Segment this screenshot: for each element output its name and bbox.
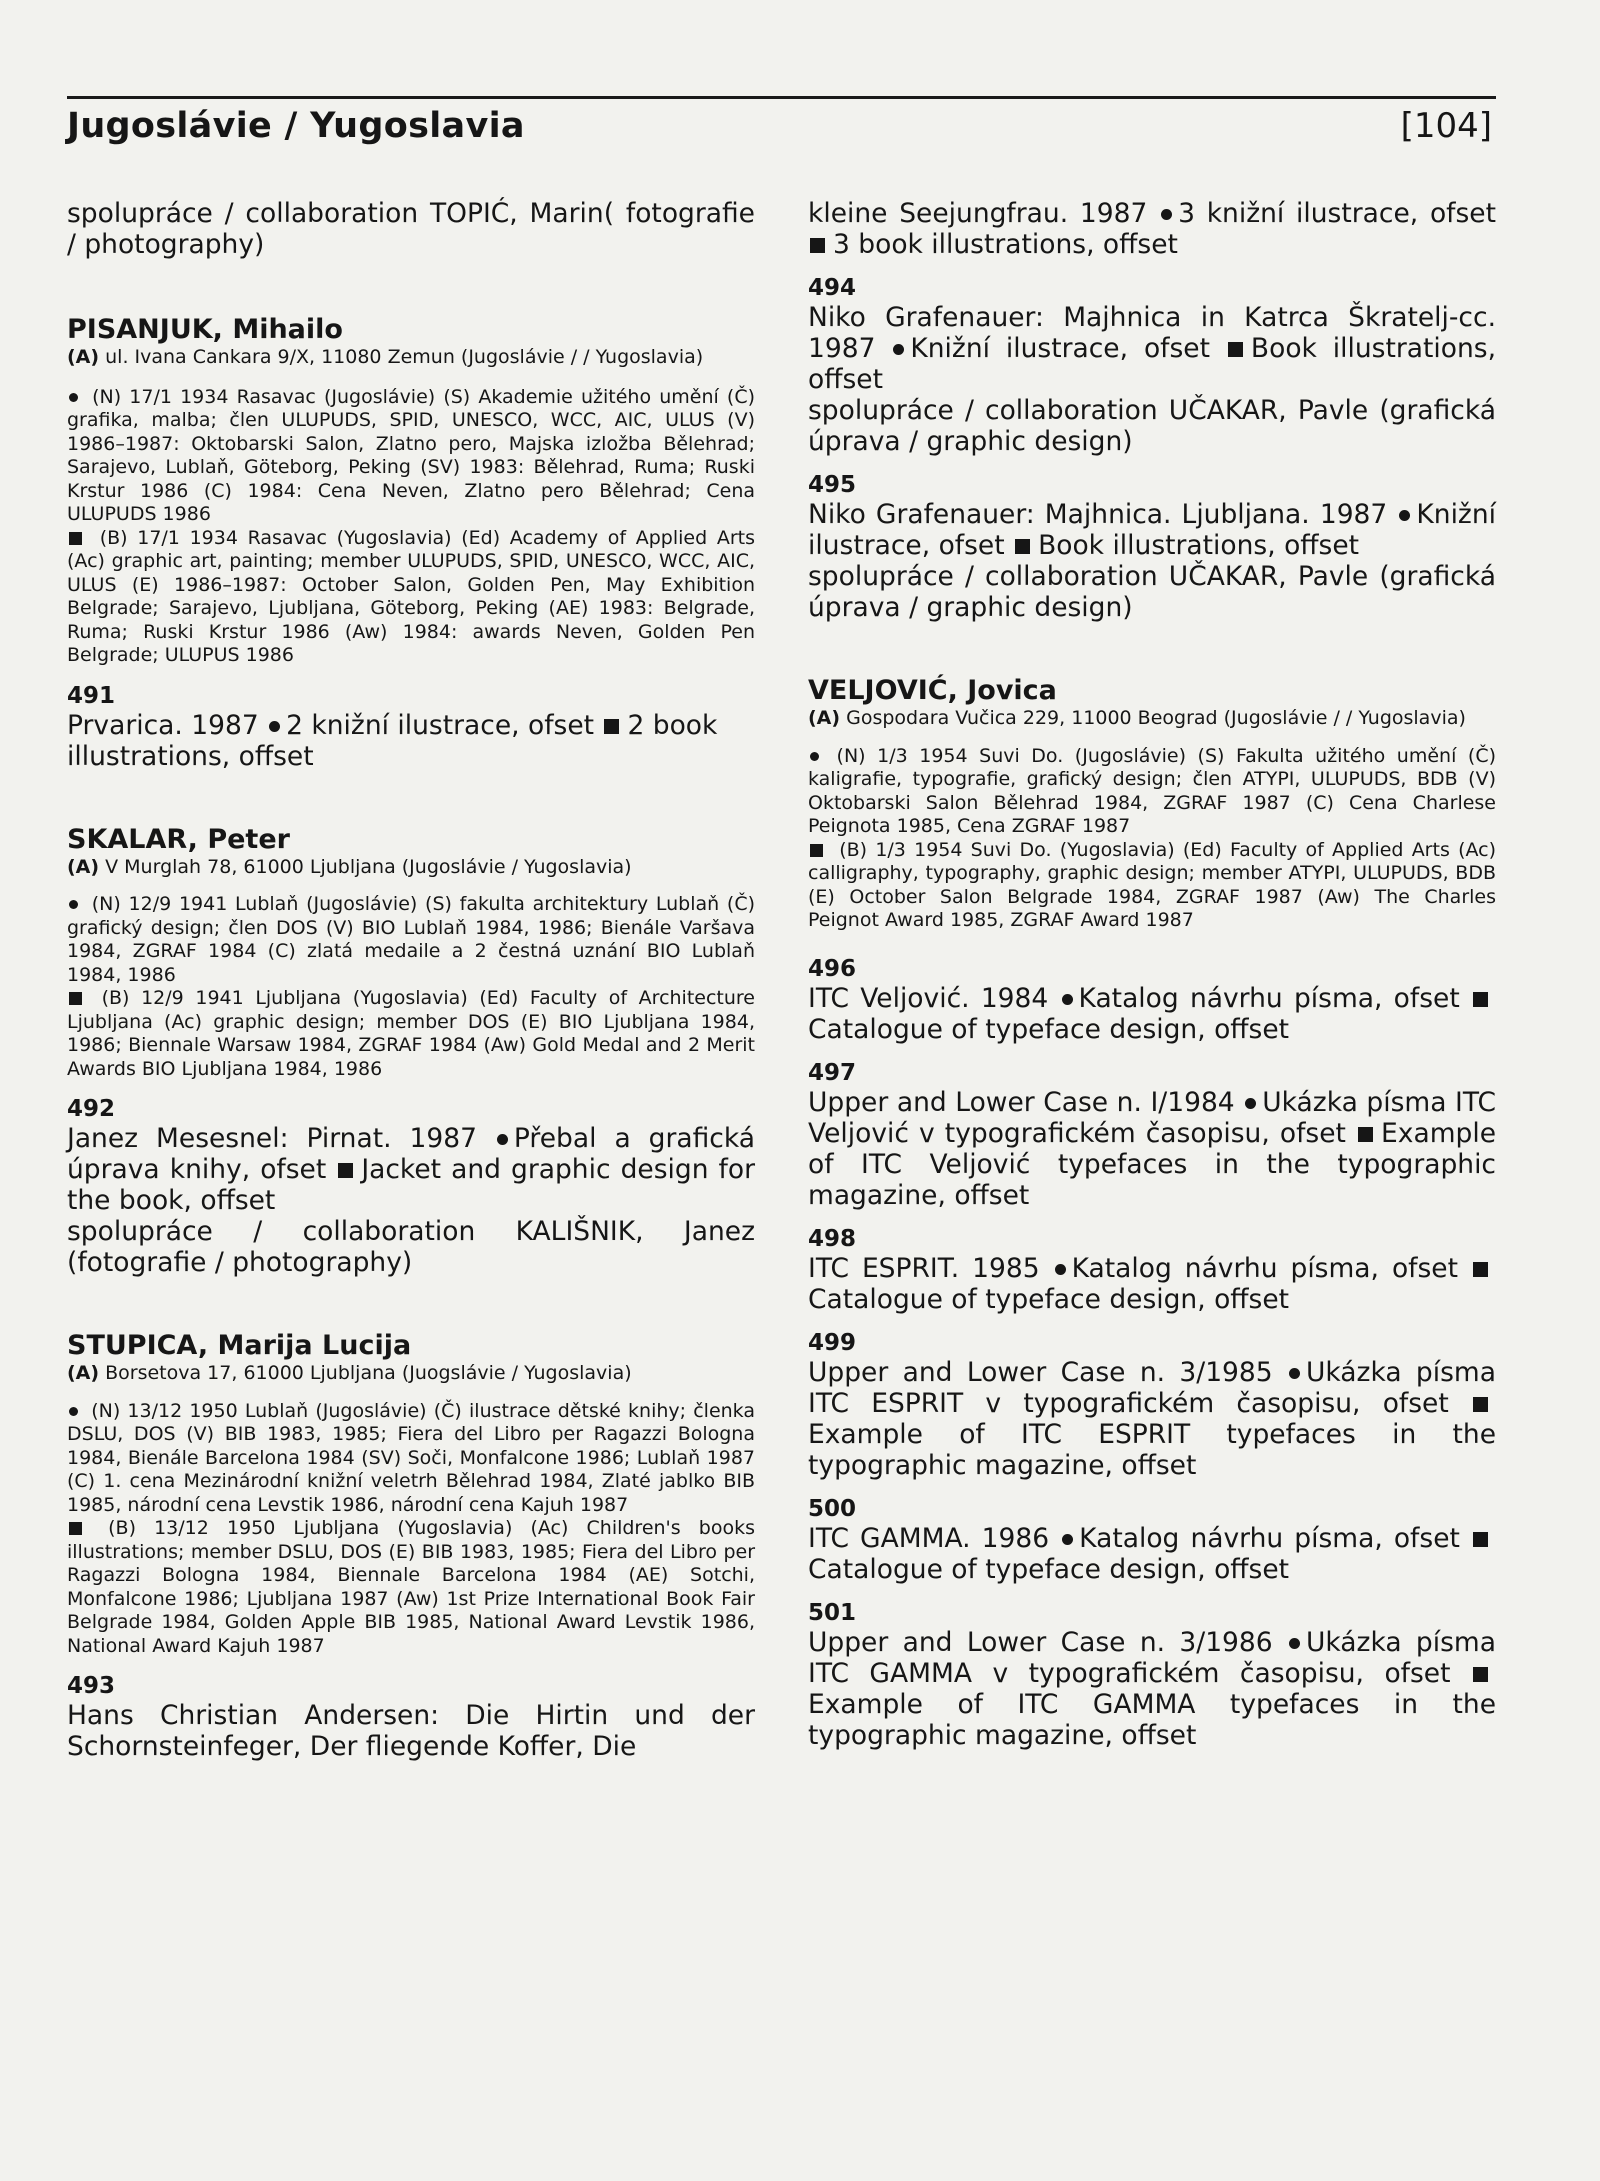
bullet-square-icon (1228, 342, 1243, 357)
bullet-dot-icon (810, 752, 819, 761)
entry-text: ITC GAMMA. 1986 Katalog návrhu písma, ofset Catalogue of typeface design, offset (808, 1523, 1496, 1585)
bullet-dot-icon (497, 1134, 508, 1145)
bullet-square-icon (69, 532, 82, 545)
entry-text: Upper and Lower Case n. I/1984 Ukázka písma ITC Veljović v typografickém časopisu, ofset Example of ITC Veljović typefaces in the typographic magazine, offset (808, 1086, 1496, 1211)
entry-number: 495 (808, 472, 857, 498)
page-title: Jugoslávie / Yugoslavia (67, 106, 525, 146)
entry-number: 492 (67, 1096, 116, 1122)
artist-address: (A) ul. Ivana Cankara 9/X, 11080 Zemun (Jugoslávie / / Yugoslavia) (67, 346, 704, 368)
bullet-square-icon (69, 1522, 82, 1535)
bullet-square-icon (1473, 992, 1488, 1007)
bullet-dot-icon (1289, 1638, 1300, 1649)
bullet-dot-icon (269, 721, 280, 732)
bullet-dot-icon (1055, 1264, 1066, 1275)
bullet-dot-icon (1245, 1098, 1256, 1109)
bio-czech: (N) 1/3 1954 Suvi Do. (Jugoslávie) (S) Fakulta užitého umění (Č) kaligrafie, typografie, grafický design; člen ATYPI, ULUPUDS, BDB (V) Oktobarski Salon Bělehrad 1984, ZGRAF 1987 (C) Cena Charlese Peignota 1985, Cena ZGRAF 1987 (808, 744, 1496, 837)
entry-number: 499 (808, 1329, 857, 1356)
entry-number: 497 (808, 1059, 857, 1086)
bullet-square-icon (810, 238, 825, 253)
collaboration-note: spolupráce / collaboration UČAKAR, Pavle (grafická úprava / graphic design) (808, 561, 1496, 623)
entry-number: 500 (808, 1495, 857, 1522)
bullet-square-icon (338, 1163, 353, 1178)
bullet-square-icon (1358, 1127, 1373, 1142)
bullet-square-icon (1473, 1262, 1488, 1277)
artist-name: VELJOVIĆ, Jovica (808, 675, 1057, 706)
bio-english: (B) 12/9 1941 Ljubljana (Yugoslavia) (Ed) Faculty of Architecture Ljubljana (Ac) graphic design; member DOS (E) BIO Ljubljana 1984, 1986; Biennale Warsaw 1984, ZGRAF 1984 (Aw) Gold Medal and 2 Merit Awards BIO Ljubljana 1984, 1986 (67, 987, 755, 1080)
artist-address: (A) V Murglah 78, 61000 Ljubljana (Jugoslávie / Yugoslavia) (67, 855, 632, 878)
entry-text: Hans Christian Andersen: Die Hirtin und der Schornsteinfeger, Der fliegende Koffer, Die (67, 1700, 755, 1762)
artist-address: (A) Gospodara Vučica 229, 11000 Beograd (Jugoslávie / / Yugoslavia) (808, 707, 1466, 729)
bio-english: (B) 1/3 1954 Suvi Do. (Yugoslavia) (Ed) Faculty of Applied Arts (Ac) calligraphy, typography, graphic design; member ATYPI, ULUPUDS, BDB (E) October Salon Belgrade 1984, ZGRAF 1987 (Aw) The Charles Peignot Award 1985, ZGRAF Award 1987 (808, 838, 1496, 931)
bullet-square-icon (1473, 1532, 1488, 1547)
entry-text: Upper and Lower Case n. 3/1986 Ukázka písma ITC GAMMA v typografickém časopisu, ofset Example of ITC GAMMA typefaces in the typographic magazine, offset (808, 1626, 1496, 1751)
bullet-square-icon (604, 719, 619, 734)
entry-number: 494 (808, 275, 857, 301)
collaboration-note: spolupráce / collaboration KALIŠNIK, Janez (fotografie / photography) (67, 1216, 755, 1278)
collaboration-note: spolupráce / collaboration TOPIĆ, Marin( fotografie / photography) (67, 198, 755, 260)
bullet-dot-icon (69, 900, 78, 909)
entry-number: 498 (808, 1225, 857, 1252)
page-number: [104] (1400, 106, 1492, 146)
entry-text: Niko Grafenauer: Majhnica in Katrca Škratelj-cc. 1987 Knižní ilustrace, ofset Book illustrations, offset (808, 302, 1496, 395)
entry-text: kleine Seejungfrau. 1987 3 knižní ilustrace, ofset 3 book illustrations, offset (808, 198, 1496, 260)
entry-number: 491 (67, 682, 116, 709)
entry-number: 493 (67, 1673, 116, 1699)
left-column (67, 198, 755, 1762)
right-column (808, 198, 1496, 1751)
entry-text: Prvarica. 1987 2 knižní ilustrace, ofset 2 book illustrations, offset (67, 709, 718, 772)
bullet-square-icon (69, 992, 82, 1005)
entry-text: Upper and Lower Case n. 3/1985 Ukázka písma ITC ESPRIT v typografickém časopisu, ofset Example of ITC ESPRIT typefaces in the typographic magazine, offset (808, 1356, 1496, 1481)
entry-text: ITC Veljović. 1984 Katalog návrhu písma, ofset Catalogue of typeface design, offset (808, 983, 1496, 1045)
bullet-square-icon (1015, 539, 1030, 554)
bullet-dot-icon (69, 1407, 78, 1416)
bullet-dot-icon (1062, 994, 1073, 1005)
artist-name: STUPICA, Marija Lucija (67, 1330, 412, 1361)
bullet-square-icon (810, 844, 823, 857)
bio-czech: (N) 13/12 1950 Lublaň (Jugoslávie) (Č) ilustrace dětské knihy; členka DSLU, DOS (V) BIB 1983, 1985; Fiera del Libro per Ragazzi Bologna 1984, Bienále Barcelona 1984 (SV) Soči, Monfalcone 1986; Lublaň 1987 (C) 1. cena Mezinárodní knižní veletrh Bělehrad 1984, Zlaté jablko BIB 1985, národní cena Levstik 1986, národní cena Kajuh 1987 (67, 1399, 755, 1516)
bullet-dot-icon (69, 393, 78, 402)
collaboration-note: spolupráce / collaboration UČAKAR, Pavle (grafická úprava / graphic design) (808, 395, 1496, 457)
header-rule (67, 96, 1496, 99)
entry-text: ITC ESPRIT. 1985 Katalog návrhu písma, ofset Catalogue of typeface design, offset (808, 1253, 1496, 1315)
bullet-square-icon (1473, 1397, 1488, 1412)
entry-text: Janez Mesesnel: Pirnat. 1987 Přebal a grafická úprava knihy, ofset Jacket and graphic design for the book, offset (67, 1123, 755, 1216)
entry-number: 501 (808, 1599, 857, 1626)
bio-czech: (N) 12/9 1941 Lublaň (Jugoslávie) (S) fakulta architektury Lublaň (Č) grafický design; člen DOS (V) BIO Lublaň 1984, 1986; Bienále Varšava 1984, ZGRAF 1984 (C) zlatá medaile a 2 čestná uznání BIO Lublaň 1984, 1986 (67, 893, 755, 986)
artist-name: SKALAR, Peter (67, 823, 290, 855)
bio-english: (B) 17/1 1934 Rasavac (Yugoslavia) (Ed) Academy of Applied Arts (Ac) graphic art, painting; member ULUPUDS, SPID, UNESCO, WCC, AIC, ULUS (E) 1986–1987: October Salon, Golden Pen, May Exhibition Belgrade; Sarajevo, Ljubljana, Göteborg, Peking (AE) 1983: Belgrade, Ruma; Ruski Krstur 1986 (Aw) 1984: awards Neven, Golden Pen Belgrade; ULUPUS 1986 (67, 526, 755, 666)
artist-address: (A) Borsetova 17, 61000 Ljubljana (Juogslávie / Yugoslavia) (67, 1362, 632, 1384)
bullet-dot-icon (1289, 1368, 1300, 1379)
bio-english: (B) 13/12 1950 Ljubljana (Yugoslavia) (Ac) Children's books illustrations; member DSLU, DOS (E) BIB 1983, 1985; Fiera del Libro per Ragazzi Bologna 1984, Biennale Barcelona 1984 (AE) Sotchi, Monfalcone 1986; Ljubljana 1987 (Aw) 1st Prize International Book Fair Belgrade 1984, Golden Apple BIB 1985, National Award Levstik 1986, National Award Kajuh 1987 (67, 1517, 756, 1657)
artist-name: PISANJUK, Mihailo (67, 314, 343, 345)
bullet-dot-icon (893, 344, 904, 355)
bullet-dot-icon (1399, 510, 1410, 521)
entry-number: 496 (808, 955, 857, 982)
bio-czech: (N) 17/1 1934 Rasavac (Jugoslávie) (S) Akademie užitého umění (Č) grafika, malba; člen ULUPUDS, SPID, UNESCO, WCC, AIC, ULUS (V) 1986–1987: Oktobarski Salon, Zlatno pero, Majska izložba Bělehrad; Sarajevo, Lublaň, Göteborg, Peking (SV) 1983: Bělehrad, Ruma; Ruski Krstur 1986 (C) 1984: Cena Neven, Zlatno pero Bělehrad; Cena ULUPUDS 1986 (67, 385, 755, 525)
entry-text: Niko Grafenauer: Majhnica. Ljubljana. 1987 Knižní ilustrace, ofset Book illustrations, offset (808, 499, 1496, 561)
bullet-dot-icon (1062, 1534, 1073, 1545)
bullet-square-icon (1473, 1667, 1488, 1682)
bullet-dot-icon (1161, 209, 1172, 220)
